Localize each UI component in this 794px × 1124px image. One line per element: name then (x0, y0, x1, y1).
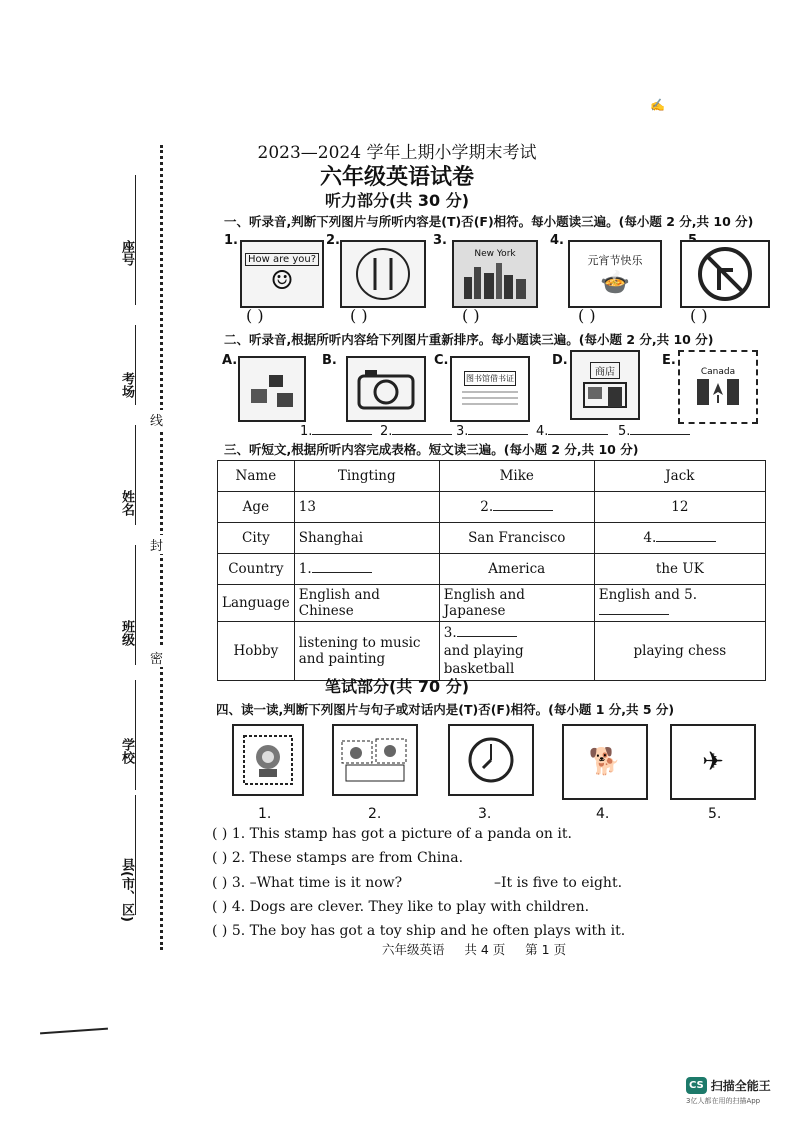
shop-icon (580, 379, 630, 409)
table-row (218, 492, 766, 523)
s1-answer-1[interactable]: ( ) (246, 306, 264, 325)
table-cell: Language (218, 585, 295, 622)
s1-num-3: 3. (433, 233, 447, 248)
camera-icon (355, 366, 417, 412)
scanner-watermark (686, 1077, 794, 1115)
section2-heading: 二、听录音,根据所听内容给下列图片重新排序。每小题读三遍。(每小题 2 分,共 10 分) (224, 332, 714, 347)
s4-picture-4 (562, 724, 648, 800)
s4-picture-5 (670, 724, 756, 800)
table-cell-blank[interactable] (594, 585, 765, 622)
class-label: 班级 (119, 620, 134, 646)
clock-icon (466, 735, 516, 785)
school-label: 学校 (119, 738, 134, 764)
footer-pages: 共 4 页 (464, 942, 506, 957)
question-4[interactable]: ( ) 4. Dogs are clever. They like to play with children. (212, 899, 590, 915)
seal-secret-mark: 密 (150, 648, 163, 667)
city-icon (460, 259, 530, 299)
footer-page: 第 1 页 (525, 942, 567, 957)
lantern-festival-icon: 🍲 (600, 268, 630, 296)
s2-order-2[interactable] (380, 424, 452, 439)
name-line (135, 425, 136, 525)
table-row (218, 554, 766, 585)
info-table (217, 460, 766, 681)
s2-letter-b: B. (322, 353, 337, 368)
no-turn-sign-icon (697, 246, 753, 302)
written-title: 笔试部分(共 70 分) (324, 677, 470, 696)
kids-dog-icon: 🐕 (588, 747, 622, 777)
speech-bubble: How are you? (245, 253, 319, 266)
table-cell-blank[interactable] (439, 622, 594, 681)
s2-letter-e: E. (662, 353, 676, 368)
s1-picture-3 (452, 240, 538, 308)
question-2[interactable]: ( ) 2. These stamps are from China. (212, 850, 464, 866)
listening-title: 听力部分(共 30 分) (324, 191, 470, 210)
hobby-tail: and playing basketball (443, 643, 524, 677)
question-1[interactable]: ( ) 1. This stamp has got a picture of a panda on it. (212, 826, 572, 842)
s4-picture-3 (448, 724, 534, 796)
blank-num: 2. (480, 499, 494, 515)
s2-order-1-num: 1. (300, 424, 313, 439)
county-line (135, 795, 136, 915)
seal-seal-mark: 封 (150, 535, 163, 554)
s2-picture-e (678, 350, 758, 424)
table-cell: City (218, 523, 295, 554)
s2-letter-d: D. (552, 353, 568, 368)
s1-picture-1 (240, 240, 324, 308)
fork-knife-icon (353, 246, 413, 302)
s4-num-1: 1. (258, 806, 272, 822)
class-line (135, 545, 136, 665)
section3-heading: 三、听短文,根据所听内容完成表格。短文读三遍。(每小题 2 分,共 10 分) (224, 442, 639, 457)
canada-stamp-icon (695, 377, 741, 407)
table-cell: San Francisco (439, 523, 594, 554)
s4-picture-1 (232, 724, 304, 796)
shop-sign: 商店 (590, 362, 620, 379)
blank-num: 3. (443, 625, 457, 641)
s2-order-3[interactable] (456, 424, 528, 439)
city-caption: New York (474, 249, 516, 259)
s1-answer-2[interactable]: ( ) (350, 306, 368, 325)
s1-answer-5[interactable]: ( ) (690, 306, 708, 325)
s2-order-3-num: 3. (456, 424, 469, 439)
canada-caption: Canada (700, 367, 736, 377)
boxes-icon (247, 367, 297, 411)
s4-picture-2 (332, 724, 418, 796)
blank-num: 4. (643, 530, 657, 546)
s1-num-1: 1. (224, 233, 238, 248)
blank-num: English and 5. (598, 587, 698, 603)
s2-picture-b (346, 356, 426, 422)
table-cell: Age (218, 492, 295, 523)
s4-num-3: 3. (478, 806, 492, 822)
s2-picture-d (570, 350, 640, 420)
s1-answer-4[interactable]: ( ) (578, 306, 596, 325)
table-cell-blank[interactable] (439, 492, 594, 523)
s1-picture-5 (680, 240, 770, 308)
page-footer (382, 940, 566, 958)
corner-mark: ✍ (650, 98, 665, 112)
table-row (218, 523, 766, 554)
s2-order-2-num: 2. (380, 424, 393, 439)
festival-caption: 元宵节快乐 (587, 254, 643, 267)
s1-picture-2 (340, 240, 426, 308)
section4-heading: 四、读一读,判断下列图片与句子或对话内是(T)否(F)相符。(每小题 1 分,共 5 分) (216, 702, 675, 717)
seal-line-mark: 线 (150, 410, 163, 429)
s2-picture-c (450, 356, 530, 422)
table-cell: 13 (294, 492, 439, 523)
table-row (218, 622, 766, 681)
county-label: 县(市、区) (119, 858, 134, 922)
s1-answer-3[interactable]: ( ) (462, 306, 480, 325)
table-row (218, 585, 766, 622)
table-cell: America (439, 554, 594, 585)
s4-num-4: 4. (596, 806, 610, 822)
table-cell: English and Chinese (294, 585, 439, 622)
boy-plane-icon: ✈ (702, 747, 724, 777)
seat-label: 座号 (119, 240, 134, 266)
section1-heading: 一、听录音,判断下列图片与所听内容是(T)否(F)相符。每小题读三遍。(每小题 2 分,共 10 分) (224, 214, 754, 229)
library-card-icon (460, 386, 520, 408)
table-cell: playing chess (594, 622, 765, 681)
room-label: 考场 (119, 372, 134, 398)
table-cell: Hobby (218, 622, 295, 681)
question-5[interactable]: ( ) 5. The boy has got a toy ship and he often plays with it. (212, 923, 626, 939)
stamps-icon (340, 735, 410, 785)
table-cell: the UK (594, 554, 765, 585)
blank-num: 1. (298, 561, 312, 577)
question-3-answer: –It is five to eight. (494, 875, 623, 891)
s2-picture-a (238, 356, 306, 422)
s1-picture-4 (568, 240, 662, 308)
table-cell: Shanghai (294, 523, 439, 554)
scanner-logo-icon: CS (686, 1077, 707, 1094)
table-cell: Jack (594, 461, 765, 492)
library-card-caption: 图书馆借书证 (464, 371, 516, 386)
table-cell: listening to music and painting (294, 622, 439, 681)
table-cell: Name (218, 461, 295, 492)
footer-subject: 六年级英语 (382, 942, 445, 957)
s2-order-5-num: 5. (618, 424, 631, 439)
table-cell: English and Japanese (439, 585, 594, 622)
s2-order-1[interactable] (300, 424, 372, 439)
s2-letter-a: A. (222, 353, 238, 368)
room-line (135, 325, 136, 405)
s1-num-4: 4. (550, 233, 564, 248)
name-label: 姓名 (119, 490, 134, 516)
pen-mark (40, 1028, 108, 1035)
question-3[interactable]: ( ) 3. –What time is it now? (212, 875, 403, 891)
paper-title: 六年级英语试卷 (319, 165, 474, 190)
table-cell: Country (218, 554, 295, 585)
scanner-tagline: 3亿人都在用的扫描App (686, 1097, 761, 1105)
s2-order-4-num: 4. (536, 424, 549, 439)
s2-order-5[interactable] (618, 424, 690, 439)
boy-icon: ☺ (270, 265, 294, 296)
table-cell-blank[interactable] (594, 523, 765, 554)
table-cell: 12 (594, 492, 765, 523)
s2-order-4[interactable] (536, 424, 608, 439)
table-cell: Tingting (294, 461, 439, 492)
table-row (218, 461, 766, 492)
exam-title: 2023—2024 学年上期小学期末考试 (257, 143, 537, 163)
table-cell-blank[interactable] (294, 554, 439, 585)
lion-stamp-icon (241, 733, 295, 787)
table-cell: Mike (439, 461, 594, 492)
s4-num-5: 5. (708, 806, 722, 822)
s1-num-2: 2. (326, 233, 340, 248)
scanner-name: 扫描全能王 (710, 1079, 771, 1093)
s2-letter-c: C. (434, 353, 449, 368)
s4-num-2: 2. (368, 806, 382, 822)
